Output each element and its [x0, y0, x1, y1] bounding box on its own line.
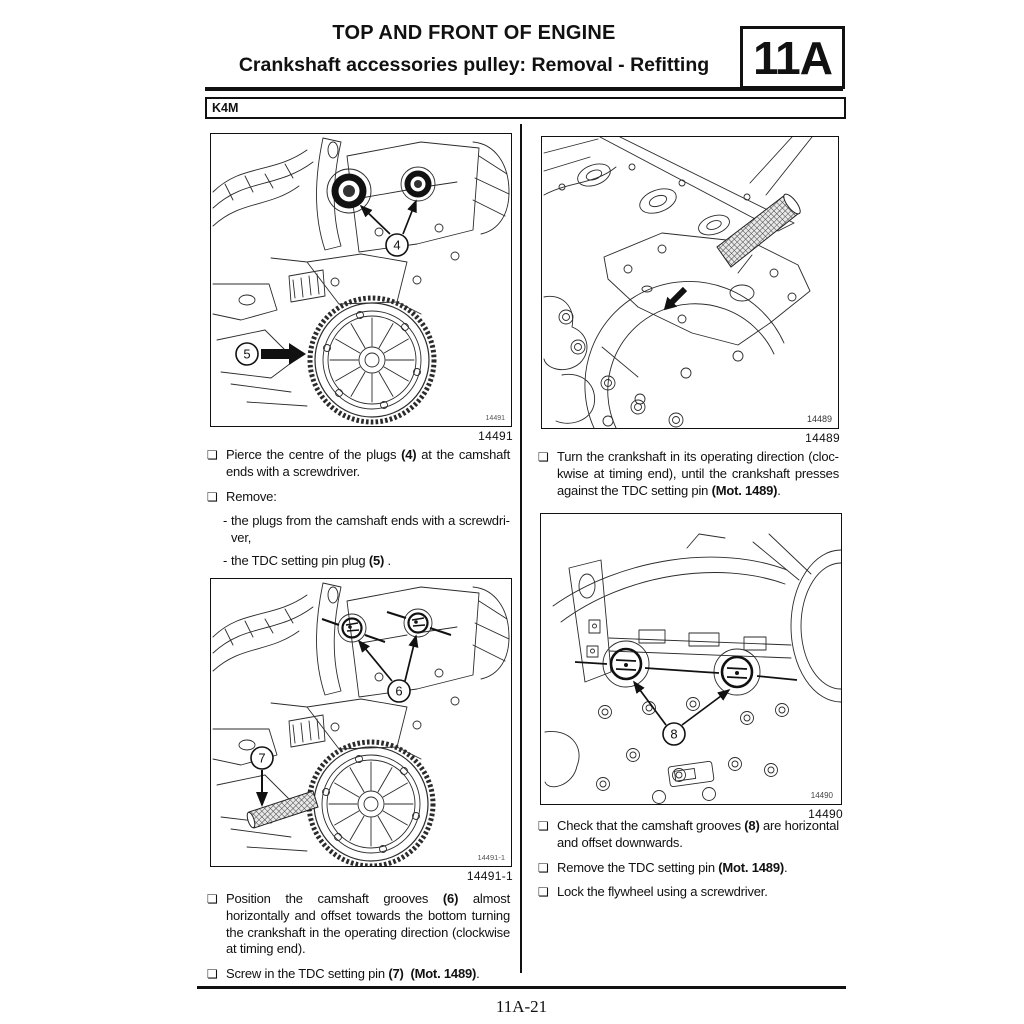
- callout-4-label: 4: [393, 237, 401, 253]
- instruction-text: Remove:: [226, 488, 277, 504]
- flywheel-clutch-drawing: [309, 742, 433, 866]
- instruction-text: Pierce the centre of the plugs (4) at the camshaft ends with a screwdriver.: [226, 447, 510, 479]
- instructions-left-bottom: [207, 891, 510, 991]
- instruction-bullet-item: [538, 818, 839, 852]
- callout-8: [634, 682, 729, 745]
- figure-14491-1-caption: 14491-1: [466, 869, 513, 883]
- callout-4: [361, 201, 416, 256]
- section-code: 11A: [753, 31, 832, 84]
- checkbox-bullet-glyph: ❏: [538, 819, 549, 833]
- instructions-right-bottom: [538, 818, 839, 909]
- callout-6-label: 6: [395, 683, 403, 699]
- instructions-right-top: [538, 449, 839, 507]
- dash-glyph: -: [223, 552, 228, 568]
- instruction-sub-item: [223, 513, 510, 547]
- camshaft-grooves-drawing: [322, 609, 451, 642]
- tdc-plug-arrow: [261, 343, 306, 365]
- callout-5-label: 5: [243, 346, 251, 362]
- instruction-bullet-item: [538, 860, 839, 877]
- camshaft-end-plugs-drawing: [327, 167, 435, 213]
- checkbox-bullet-glyph: ❏: [207, 892, 218, 906]
- checkbox-bullet-glyph: ❏: [207, 448, 218, 462]
- instruction-bullet-item: [207, 966, 510, 983]
- tdc-setting-pin-tool: [717, 192, 803, 267]
- dash-glyph: -: [223, 513, 228, 529]
- figure-14491-1-drawing: [211, 579, 511, 866]
- checkbox-bullet-glyph: ❏: [538, 860, 549, 875]
- callout-8-label: 8: [670, 726, 678, 742]
- instruction-text: Turn the crankshaft in its operating direction (clockwise at timing end), until the crankshaft presses against the TDC setting pin (Mot. 1489).: [557, 449, 839, 498]
- figure-watermark: 14491-1: [477, 853, 505, 862]
- instruction-bullet-item: [207, 891, 510, 958]
- checkbox-bullet-glyph: ❏: [207, 489, 218, 504]
- tdc-setting-pin-tool: [246, 791, 318, 829]
- instruction-text: Remove the TDC setting pin (Mot. 1489).: [557, 859, 788, 875]
- figure-watermark: 14491: [485, 415, 505, 422]
- figure-14489-caption: 14489: [805, 431, 840, 445]
- figure-14491-caption: 14491: [478, 429, 513, 443]
- engine-code: K4M: [212, 101, 239, 115]
- header-rule: [205, 87, 843, 91]
- pin-hole-arrow: [659, 284, 690, 315]
- clutch-spokes: [329, 762, 413, 846]
- figure-14491-frame: [210, 133, 512, 427]
- instruction-sub-item: [223, 553, 510, 570]
- page-header: [134, 22, 814, 77]
- instruction-text: Check that the camshaft grooves (8) are horizontal and offset downwards.: [557, 818, 839, 850]
- page-number: 11A-21: [495, 997, 548, 1016]
- callout-7-label: 7: [258, 750, 266, 766]
- procedure-title: Crankshaft accessories pulley: Removal - Refitting: [238, 54, 710, 76]
- instruction-text: Lock the flywheel using a screwdriver.: [557, 884, 768, 900]
- instruction-text: the plugs from the camshaft ends with a screwdriver,: [231, 513, 510, 546]
- figure-14489-frame: [541, 136, 839, 429]
- figure-14490-frame: [540, 513, 842, 805]
- footer-rule: [197, 986, 846, 989]
- instruction-text: Position the camshaft grooves (6) almost horizontally and offset towards the bottom turning the crankshaft in the operating direction (clockwise at timing end).: [226, 891, 510, 957]
- checkbox-bullet-glyph: ❏: [538, 885, 549, 900]
- engine-line-art: [544, 137, 812, 428]
- instruction-text: the TDC setting pin plug (5) .: [231, 552, 391, 568]
- figure-14489-drawing: [542, 137, 838, 428]
- figure-14490-caption: 14490: [808, 807, 843, 821]
- engine-line-art: [545, 534, 841, 804]
- column-divider: [520, 124, 522, 973]
- figure-14490-drawing: [541, 514, 841, 804]
- chapter-title: TOP AND FRONT OF ENGINE: [332, 22, 616, 44]
- engine-line-art: [213, 138, 509, 406]
- instruction-bullet-item: [538, 449, 839, 499]
- checkbox-bullet-glyph: ❏: [538, 450, 549, 464]
- clutch-spokes: [330, 318, 414, 402]
- instruction-bullet-item: [207, 447, 510, 481]
- callout-6: [359, 636, 416, 702]
- instruction-bullet-item: [538, 884, 839, 901]
- figure-watermark: 14489: [806, 414, 832, 424]
- engine-code-box: [205, 97, 846, 119]
- callout-5: [236, 343, 306, 365]
- callout-7: [251, 747, 273, 805]
- instruction-text: Screw in the TDC setting pin (7) (Mot. 1489).: [226, 966, 480, 982]
- flywheel-clutch-drawing: [310, 298, 434, 422]
- camshaft-grooves-drawing: [575, 641, 797, 695]
- figure-14491-drawing: [211, 134, 511, 426]
- instruction-bullet-item: [207, 489, 510, 506]
- figure-watermark: 14490: [810, 791, 833, 800]
- section-code-box: [740, 26, 845, 89]
- figure-14491-1-frame: [210, 578, 512, 867]
- instructions-left-top: [207, 447, 510, 576]
- checkbox-bullet-glyph: ❏: [207, 967, 218, 982]
